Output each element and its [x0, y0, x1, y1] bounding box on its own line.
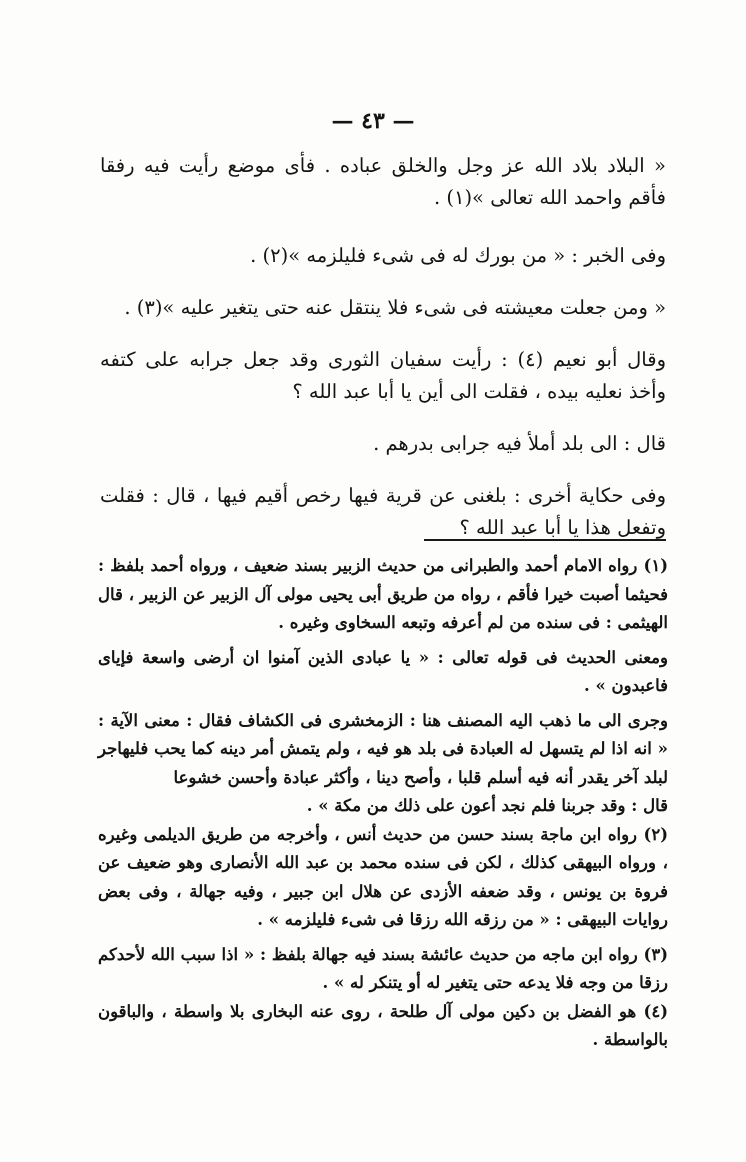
footnote-1-mecca: قال : وقد جربنا فلم نجد أعون على ذلك من مكة » .: [306, 796, 668, 815]
footnote-2: (٢) رواه ابن ماجة بسند حسن من حديث أنس ، وأخرجه من طريق الديلمى وغيره ، ورواه البيهقى كذلك ، لكن فى سنده محمد بن عبد الله الأنصارى وهو ضعيف عن فروة بن يونس ، وقد ضعفه الأزدى عن هلال ابن جبير ، وفيه جهالة ، وفى بعض روايات البيهقى : « من رزقه الله رزقا فى شىء فليلزمه » .: [98, 824, 668, 929]
paragraph-abu-nuaym: وقال أبو نعيم (٤) : رأيت سفيان الثورى وقد جعل جرابه على كتفه وأخذ نعليه بيده ، فقلت الى أين يا أبا عبد الله ؟: [100, 348, 666, 403]
paragraph-hadith-blessing: وفى الخبر : « من بورك له فى شىء فليلزمه »(٢) .: [250, 244, 666, 267]
footnote-1: (١) رواه الامام أحمد والطبرانى من حديث الزبير بسند ضعيف ، ورواه أحمد بلفظ : فحيثما أصبت خيرا فأقم ، رواه من طريق أبى يحيى مولى آل الزبير عن الزبير ، قال الهيثمى : فى سنده من لم أعرفه وتبعه السخاوى وغيره .: [98, 556, 668, 632]
footnote-1-zamakhshari: وجرى الى ما ذهب اليه المصنف هنا : الزمخشرى فى الكشاف فقال : معنى الآية : « انه اذا لم يتسهل له العبادة فى بلد هو فيه ، ولم يتمش أمر دينه كما يحب فليهاجر لبلد آخر يقدر أنه فيه أسلم قلبا ، وأصح دينا ، وأكثر عبادة وأحسن خشوعا: [98, 710, 668, 787]
footnote-1-meaning: ومعنى الحديث فى قوله تعالى : « يا عبادى الذين آمنوا ان أرضى واسعة فإياى فاعبدون » .: [98, 647, 668, 695]
page-number: — ٤٣ —: [331, 108, 415, 134]
main-text: [100, 150, 666, 544]
footnote-4: (٤) هو الفضل بن دكين مولى آل طلحة ، روى عنه البخارى بلا واسطة ، والباقون بالواسطة .: [98, 1001, 668, 1049]
paragraph-livelihood: « ومن جعلت معيشته فى شىء فلا ينتقل عنه حتى يتغير عليه »(٣) .: [124, 296, 666, 319]
footnote-separator: [424, 539, 666, 541]
paragraph-reply: قال : الى بلد أملأ فيه جرابى بدرهم .: [373, 432, 666, 455]
paragraph-another-story: وفى حكاية أخرى : بلغنى عن قرية فيها رخص أقيم فيها ، قال : فقلت وتفعل هذا يا أبا عبد الله ؟: [100, 484, 666, 539]
footnote-3: (٣) رواه ابن ماجه من حديث عائشة بسند فيه جهالة بلفظ : « اذا سبب الله لأحدكم رزقا من وجه فلا يدعه حتى يتغير له أو يتنكر له » .: [98, 944, 668, 992]
paragraph-quote-lands: « البلاد بلاد الله عز وجل والخلق عباده . فأى موضع رأيت فيه رفقا فأقم واحمد الله تعالى »(١) .: [100, 154, 666, 209]
footnotes: [98, 552, 668, 1055]
